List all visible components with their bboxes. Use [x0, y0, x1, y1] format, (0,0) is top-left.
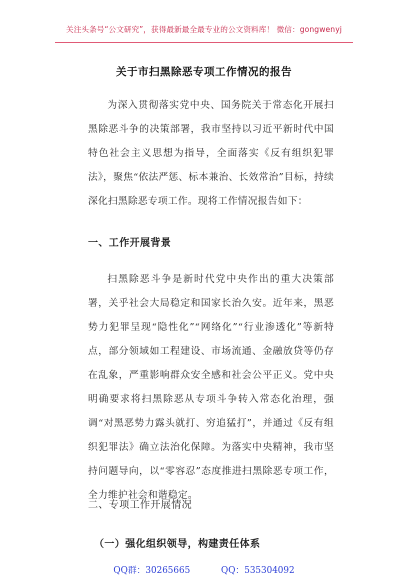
- section-heading-background: 一、工作开展背景: [88, 238, 172, 249]
- header-divider: [55, 42, 353, 43]
- subsection-heading-leadership: （一）强化组织领导，构建责任体系: [94, 539, 261, 550]
- promo-banner: 关注头条号“公文研究”，获得最新最全最专业的公文资料库！ 微信：gongwenyj: [66, 25, 342, 34]
- background-paragraph: 扫黑除恶斗争是新时代党中央作出的重大决策部署，关乎社会大局稳定和国家长治久安。近年来，黑恶势力犯罪呈现“隐性化”“网络化”“行业渗透化”等新特点，部分领域如工程建设、市场流通、金融放贷等仍存在乱象，严重影响群众安全感和社会公平正义。党中央明确要求将扫黑除恶从专项斗争转入常态化治理，强调“对黑恶势力露头就打、穷追猛打”，并通过《反有组织犯罪法》确立法治化保障。为落实中央精神，我市坚持问题导向，以“零容忍”态度推进扫黑除恶专项工作，全力维护社会和谐稳定。: [88, 274, 334, 501]
- qq-number: QQ：535304092: [221, 566, 295, 576]
- footer-contact: [0, 563, 408, 576]
- section-heading-work: 二、专项工作开展情况: [88, 500, 192, 511]
- qq-group-number: QQ群：30265665: [113, 566, 191, 576]
- document-title: 关于市扫黑除恶专项工作情况的报告: [116, 66, 292, 78]
- intro-paragraph: 为深入贯彻落实党中央、国务院关于常态化开展扫黑除恶斗争的决策部署，我市坚持以习近平新时代中国特色社会主义思想为指导，全面落实《反有组织犯罪法》，聚焦“依法严惩、标本兼治、长效常治”目标，持续深化扫黑除恶专项工作。现将工作情况报告如下：: [88, 100, 334, 207]
